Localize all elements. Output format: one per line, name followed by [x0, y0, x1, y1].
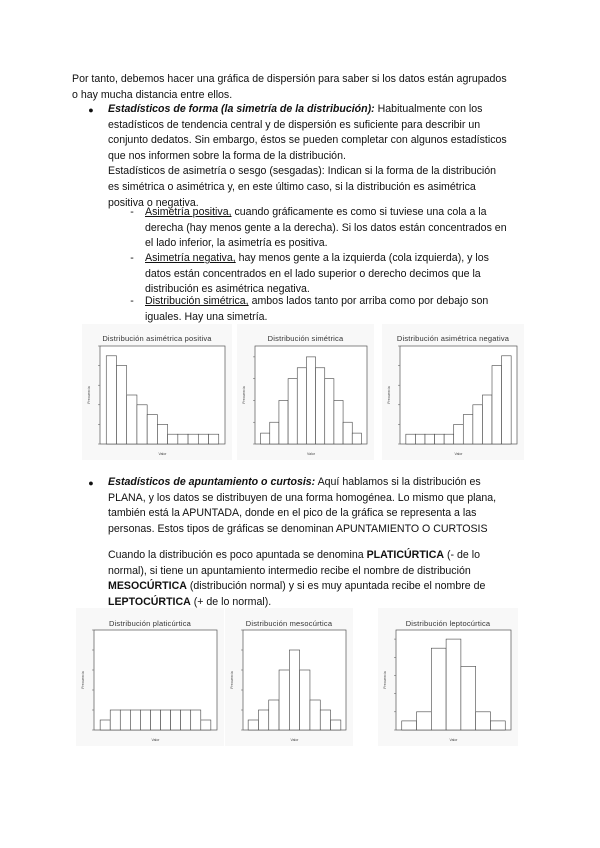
histogram-bar — [352, 433, 361, 444]
histogram-bar — [209, 434, 219, 444]
chart-panel — [382, 324, 524, 460]
section-title: Estadísticos de forma (la simetría de la distribución): — [108, 103, 375, 115]
histogram-bar — [157, 424, 167, 444]
histogram-bar — [300, 670, 310, 730]
histogram-bar — [306, 357, 315, 444]
histogram-bar — [261, 433, 270, 444]
subitem-text: hay menos gente a la izquierda (cola izquierda), y los — [235, 252, 489, 264]
section-text: Estadísticos de asimetría o sesgo (sesgadas): Indican si la forma de la distribución — [108, 165, 497, 178]
histogram-bar — [343, 422, 352, 444]
chart-panel — [378, 608, 518, 746]
histogram-chart — [378, 608, 518, 746]
dash-icon: - — [130, 295, 134, 307]
section-kurtosis — [108, 475, 528, 537]
histogram-bar — [161, 710, 171, 730]
histogram-bar — [289, 650, 299, 730]
subitem-text: datos están concentrados en el lado superior o derecho decimos que la — [145, 267, 481, 280]
term-leptocurtica: LEPTOCÚRTICA — [108, 595, 191, 608]
histogram-bar — [446, 639, 461, 730]
subitem-text: ambos lados tanto por arriba como por debajo son — [248, 295, 489, 307]
section-title: Estadísticos de apuntamiento o curtosis: — [108, 476, 316, 488]
chart-panel — [82, 324, 232, 460]
histogram-bar — [188, 434, 198, 444]
subitem-text: derecha (hay menos gente a la derecha). Si los datos están concentrados en — [145, 221, 507, 234]
section-text: conjunto dedatos. Sin embargo, éstos se pueden completar con algunos estadísticos — [108, 134, 507, 147]
histogram-chart — [237, 324, 374, 460]
paragraph-text: Cuando la distribución es poco apuntada se denomina — [108, 549, 367, 561]
histogram-bar — [435, 434, 445, 444]
chart-panel — [76, 608, 224, 746]
y-axis-label: Frecuencia — [387, 386, 391, 404]
histogram-bar — [492, 366, 502, 444]
bullet-icon: ● — [88, 105, 94, 115]
y-axis-label: Frecuencia — [87, 386, 91, 404]
term-mesocurtica: MESOCÚRTICA — [108, 580, 187, 593]
histogram-bar — [310, 700, 320, 730]
paragraph-text: (distribución normal) y si es muy apuntada recibe el nombre de — [186, 580, 486, 593]
subitem-text: distribución es asimétrica negativa. — [145, 283, 310, 296]
x-axis-label: Valor — [449, 738, 458, 742]
section-text: personas. Estos tipos de gráficas se denominan APUNTAMIENTO O CURTOSIS — [108, 522, 488, 535]
kurtosis-types-paragraph — [108, 548, 528, 610]
section-text: es simétrica o asimétrica y, en este último caso, si la distribución es asimétrica — [108, 180, 476, 193]
histogram-bar — [425, 434, 435, 444]
section-text: estadísticos de tendencia central y de dispersión es suficiente para describir un — [108, 118, 481, 131]
histogram-bar — [415, 434, 425, 444]
histogram-bar — [270, 422, 279, 444]
histogram-bar — [476, 712, 491, 730]
term: Distribución simétrica, — [145, 295, 249, 307]
chart-title: Distribución simétrica — [267, 334, 344, 343]
x-axis-label: Valor — [290, 738, 299, 742]
y-axis-label: Frecuencia — [81, 671, 85, 689]
histogram-bar — [444, 434, 454, 444]
section-text: positiva o negativa. — [108, 196, 199, 209]
histogram-bar — [490, 721, 505, 730]
histogram-bar — [178, 434, 188, 444]
chart-title: Distribución mesocúrtica — [245, 619, 333, 628]
histogram-bar — [191, 710, 201, 730]
term: Asimetría positiva, — [145, 206, 232, 218]
x-axis-label: Valor — [307, 452, 315, 456]
histogram-bar — [316, 368, 325, 444]
y-axis-label: Frecuencia — [242, 386, 246, 404]
paragraph-text: (+ de lo normal). — [190, 595, 272, 608]
histogram-bar — [279, 670, 289, 730]
subitem-text: iguales. Hay una simetría. — [145, 310, 268, 323]
subitem-text: el lado inferior, la asimetría es positiva. — [145, 237, 328, 250]
histogram-bar — [147, 415, 157, 444]
histogram-bar — [168, 434, 178, 444]
histogram-chart — [382, 324, 524, 460]
paragraph-text: normal), si tiene un apuntamiento intermedio recibe el nombre de distribución — [108, 564, 471, 577]
histogram-bar — [171, 710, 181, 730]
x-axis-label: Valor — [454, 452, 463, 456]
section-text: también está la APUNTADA, donde en el pico de la gráfica se representa a las — [108, 507, 477, 520]
dash-icon: - — [130, 252, 134, 264]
histogram-chart — [82, 324, 232, 460]
histogram-bar — [334, 400, 343, 444]
intro-line-1: Por tanto, debemos hacer una gráfica de dispersión para saber si los datos están agrupados — [72, 73, 507, 85]
x-axis-label: Valor — [151, 738, 160, 742]
histogram-bar — [406, 434, 416, 444]
histogram-bar — [248, 720, 258, 730]
subitem-distribucion-simetrica — [145, 294, 525, 325]
term-platicurtica: PLATICÚRTICA — [366, 549, 445, 561]
y-axis-label: Frecuencia — [230, 671, 234, 689]
histogram-bar — [258, 710, 268, 730]
chart-panel — [237, 324, 374, 460]
histogram-bar — [116, 366, 126, 444]
histogram-bar — [198, 434, 208, 444]
histogram-bar — [297, 368, 306, 444]
histogram-bar — [417, 712, 432, 730]
chart-title: Distribución platicúrtica — [108, 619, 192, 628]
histogram-bar — [150, 710, 160, 730]
chart-panel — [225, 608, 353, 746]
histogram-bar — [130, 710, 140, 730]
histogram-bar — [288, 379, 297, 444]
y-axis-label: Frecuencia — [383, 671, 387, 689]
histogram-chart — [76, 608, 224, 746]
histogram-bar — [137, 405, 147, 444]
histogram-bar — [279, 400, 288, 444]
histogram-bar — [100, 720, 110, 730]
histogram-bar — [473, 405, 483, 444]
chart-title: Distribución asimétrica positiva — [102, 334, 212, 343]
chart-title: Distribución leptocúrtica — [405, 619, 491, 628]
histogram-bar — [502, 356, 512, 444]
histogram-bar — [140, 710, 150, 730]
section-text: que nos informen sobre la forma de la distribución. — [108, 149, 346, 162]
histogram-bar — [402, 721, 417, 730]
histogram-bar — [127, 395, 137, 444]
histogram-bar — [106, 356, 116, 444]
histogram-bar — [269, 700, 279, 730]
histogram-bar — [110, 710, 120, 730]
paragraph-text: (- de lo — [444, 549, 480, 561]
dash-icon: - — [130, 206, 134, 218]
x-axis-label: Valor — [158, 452, 167, 456]
histogram-bar — [463, 415, 473, 444]
histogram-bar — [454, 424, 464, 444]
subitem-asimetria-positiva — [145, 205, 525, 252]
chart-title: Distribución asimétrica negativa — [396, 334, 510, 343]
histogram-bar — [201, 720, 211, 730]
histogram-bar — [461, 666, 476, 730]
bullet-icon: ● — [88, 478, 94, 488]
term: Asimetría negativa, — [145, 252, 236, 264]
subitem-asimetria-negativa — [145, 251, 525, 298]
histogram-bar — [320, 710, 330, 730]
histogram-chart — [225, 608, 353, 746]
histogram-bar — [482, 395, 492, 444]
histogram-bar — [120, 710, 130, 730]
histogram-bar — [431, 648, 446, 730]
subitem-text: cuando gráficamente es como si tuviese una cola a la — [231, 206, 487, 218]
section-text: Aquí hablamos si la distribución es — [315, 476, 481, 488]
section-text: PLANA, y los datos se distribuyen de una forma homogénea. Lo mismo que plana, — [108, 491, 497, 504]
section-text: Habitualmente con los — [374, 103, 483, 115]
section-shape-statistics — [108, 102, 528, 211]
histogram-bar — [181, 710, 191, 730]
intro-line-2: o hay mucha distancia entre ellos. — [72, 89, 233, 101]
histogram-bar — [331, 720, 341, 730]
histogram-bar — [325, 379, 334, 444]
